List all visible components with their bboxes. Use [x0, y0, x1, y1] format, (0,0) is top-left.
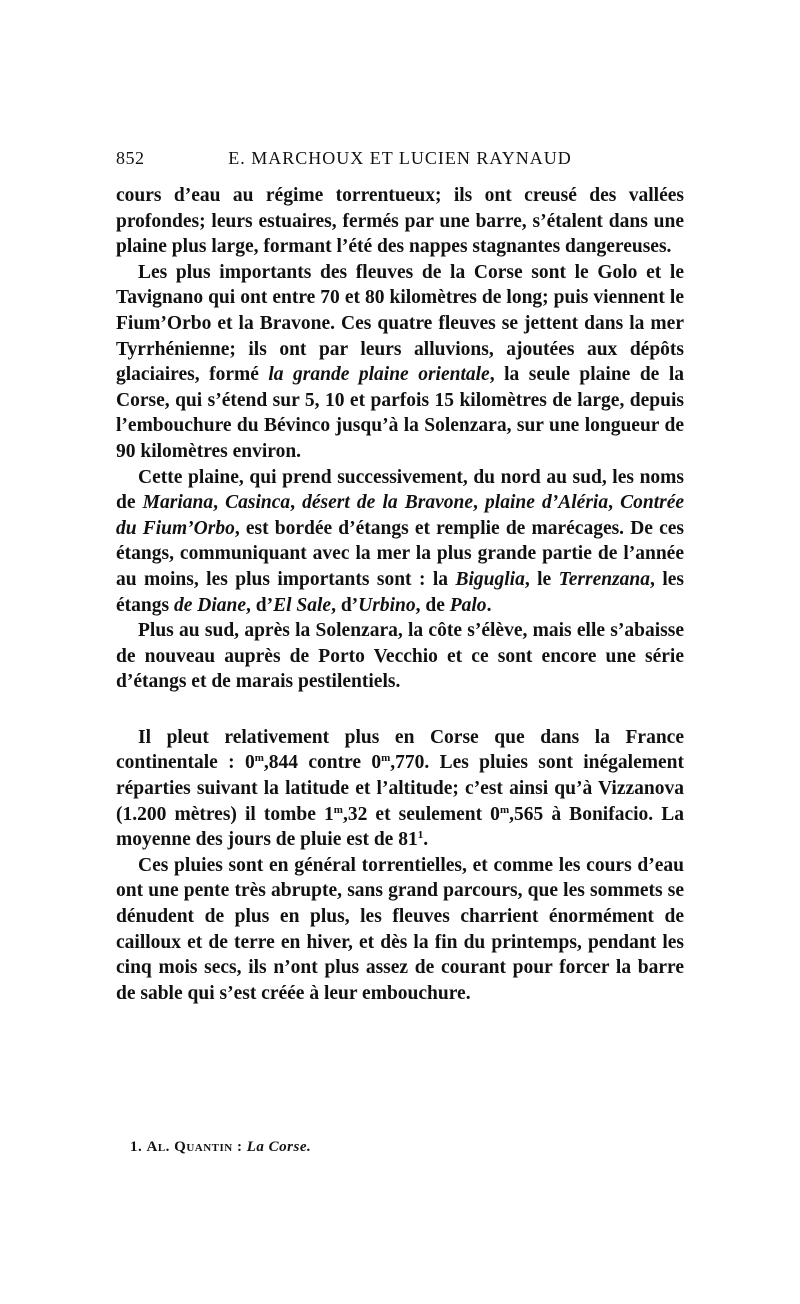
paragraph-1-text: cours d’eau au régime torrentueux; ils ont creusé des vallées profondes; leurs estuaires, fermés par une barre, s’étalent dans une plaine plus large, formant l’été des nappes stagnantes dangereuses. — [116, 185, 684, 258]
place-name-italic: El Sale — [273, 594, 332, 616]
place-name-italic: désert de la Bravone — [302, 492, 474, 514]
unit-superscript: m — [333, 803, 343, 816]
paragraph-2-text-b: , la seule plaine de la Corse, qui s’étend sur 5, 10 et parfois 15 kilomètres de large, depuis l’embouchure du Bévinco jusqu’à la Solenzara, sur une longueur de 90 kilomètres environ. — [116, 364, 684, 462]
paragraph-2 — [116, 260, 684, 465]
footnote-reference: 1 — [417, 829, 424, 842]
separator: , le — [524, 568, 559, 590]
page-number: 852 — [116, 148, 145, 168]
separator: , — [213, 492, 226, 514]
paragraph-2-italic: la grande plaine orientale — [268, 364, 490, 386]
separator: , d’ — [246, 594, 274, 616]
footnote-separator: : — [232, 1139, 247, 1155]
separator: , — [608, 492, 621, 514]
paragraph-4 — [116, 618, 684, 695]
footnote — [130, 1139, 684, 1156]
paragraph-6 — [116, 853, 684, 1007]
paragraph-3-text-a: Cette plaine, qui prend successivement, du nord au sud, les noms de — [116, 466, 684, 514]
place-name-italic: de Diane — [173, 594, 246, 616]
place-name-italic: Palo — [449, 594, 487, 616]
place-name-italic: Biguglia — [455, 568, 525, 590]
unit-superscript: m — [499, 803, 510, 816]
separator: . — [486, 594, 492, 616]
footnote-author: Al. Quantin — [146, 1139, 233, 1155]
paragraph-1 — [116, 183, 684, 260]
paragraph-5-text-b: ,844 contre 0 — [263, 752, 382, 774]
place-name-italic: plaine d’Aléria — [485, 492, 609, 514]
paragraph-2-text-a: Les plus importants des fleuves de la Corse sont le Golo et le Tavignano qui ont entre 70 et 80 kilomètres de long; puis viennent le Fium’Orbo et la Bravone. Ces quatre fleuves se jettent dans la mer Tyrrhénienne; ils ont par leurs alluvions, ajoutées aux dépôts glaciaires, formé — [116, 261, 684, 386]
place-name-italic: Urbino — [358, 594, 416, 616]
unit-superscript: m — [254, 752, 264, 765]
page-header — [116, 148, 684, 172]
unit-superscript: m — [381, 752, 391, 765]
footnote-number: 1. — [130, 1139, 143, 1155]
paragraph-5-text-c: ,770. Les pluies sont inégalement réparties suivant la latitude et l’altitude; c’est ainsi qu’à Vizzanova (1.200 mètres) il tombe 1 — [116, 752, 684, 825]
separator: , — [473, 492, 486, 514]
separator: , d’ — [331, 594, 359, 616]
place-name-italic: Casinca — [225, 492, 291, 514]
body-text — [116, 183, 684, 1006]
separator: , les étangs — [116, 568, 684, 616]
running-head: E. MARCHOUX ET LUCIEN RAYNAUD — [228, 148, 572, 168]
paragraph-5-text-a: Il pleut relativement plus en Corse que dans la France continentale : 0 — [116, 726, 684, 774]
place-name-italic: Contrée du Fium’Orbo — [116, 492, 685, 539]
separator: . — [423, 829, 429, 851]
separator: , de — [415, 594, 450, 616]
paragraph-4-text: Plus au sud, après la Solenzara, la côte s’élève, mais elle s’abaisse de nouveau auprès de Porto Vecchio et ce sont encore une série d’étangs et de marais pestilentiels. — [116, 620, 684, 693]
paragraph-5 — [116, 725, 684, 853]
paragraph-5-text-e: ,565 à Bonifacio. La moyenne des jours de pluie est de 81 — [116, 803, 685, 851]
place-name-italic: Mariana — [142, 492, 214, 514]
paragraph-3 — [116, 465, 684, 619]
place-name-italic: Terrenzana — [558, 568, 651, 590]
separator: , — [290, 492, 303, 514]
paragraph-3-text-b: , est bordée d’étangs et remplie de marécages. De ces étangs, communiquant avec la mer la plus grande partie de l’année au moins, les plus importants sont : la — [116, 517, 684, 590]
paragraph-6-text: Ces pluies sont en général torrentielles, et comme les cours d’eau ont une pente très abrupte, sans grand parcours, que les sommets se dénudent de plus en plus, les fleuves charrient énormément de cailloux et de terre en hiver, et dès la fin du printemps, pendant les cinq mois secs, ils n’ont plus assez de courant pour forcer la barre de sable qui s’est créée à leur embouchure. — [116, 854, 684, 1004]
paragraph-5-text-d: ,32 et seulement 0 — [342, 803, 500, 825]
footnote-title: La Corse. — [246, 1139, 312, 1155]
